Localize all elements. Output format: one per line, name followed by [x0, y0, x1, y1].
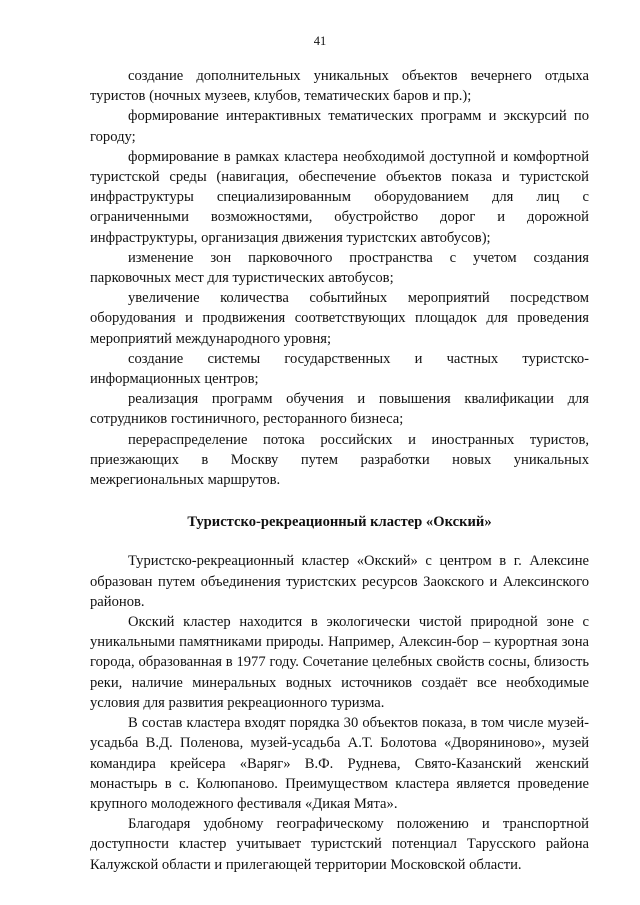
section-heading: Туристско-рекреационный кластер «Окский»: [187, 514, 492, 531]
list-item: увеличение количества событийных мероприятий посредством оборудования и продвижения соответствующих площадок для проведения мероприятий международного уровня;: [90, 290, 589, 347]
list-item: реализация программ обучения и повышения квалификации для сотрудников гостиничного, ресторанного бизнеса;: [90, 391, 589, 428]
body-paragraph: Благодаря удобному географическому положению и транспортной доступности кластер учитывает туристский потенциал Тарусского района Калужской области и прилегающей территории Московской области.: [90, 816, 589, 873]
body-paragraph: В состав кластера входят порядка 30 объектов показа, в том числе музей-усадьба В.Д. Поленова, музей-усадьба А.Т. Болотова «Дворяниново», музей командира крейсера «Варяг» В.Ф. Руднева, Свято-Казанский женский монастырь в с. Колюпаново. Преимуществом кластера является проведение крупного молодежного фестиваля «Дикая Мята».: [90, 715, 589, 812]
body-paragraph: Туристско-рекреационный кластер «Окский» с центром в г. Алексине образован путем объединения туристских ресурсов Заокского и Алексинского районов.: [90, 553, 589, 610]
body-paragraph: Окский кластер находится в экологически чистой природной зоне с уникальными памятниками природы. Например, Алексин-бор – курортная зона города, образованная в 1977 году. Сочетание целебных свойств сосны, близость реки, наличие минеральных водных источников создаёт все необходимые условия для развития рекреационного туризма.: [90, 614, 589, 711]
list-item: изменение зон парковочного пространства с учетом создания парковочных мест для туристических автобусов;: [90, 249, 589, 287]
page-content: [90, 66, 589, 875]
list-item: формирование интерактивных тематических программ и экскурсий по городу;: [90, 108, 589, 145]
page-number: 41: [313, 34, 327, 48]
list-item: перераспределение потока российских и иностранных туристов, приезжающих в Москву путем разработки новых уникальных межрегиональных маршрутов.: [90, 431, 589, 489]
list-item: создание дополнительных уникальных объектов вечернего отдыха туристов (ночных музеев, клубов, тематических баров и пр.);: [90, 68, 589, 105]
list-item: формирование в рамках кластера необходимой доступной и комфортной туристской среды (навигация, обеспечение объектов показа и туристской инфраструктуры специализированным оборудованием для лиц с ограниченными возможностями, обустройство дорог и дорожной инфраструктуры, организация движения туристских автобусов);: [90, 148, 589, 246]
list-item: создание системы государственных и частных туристско-информационных центров;: [90, 350, 589, 388]
